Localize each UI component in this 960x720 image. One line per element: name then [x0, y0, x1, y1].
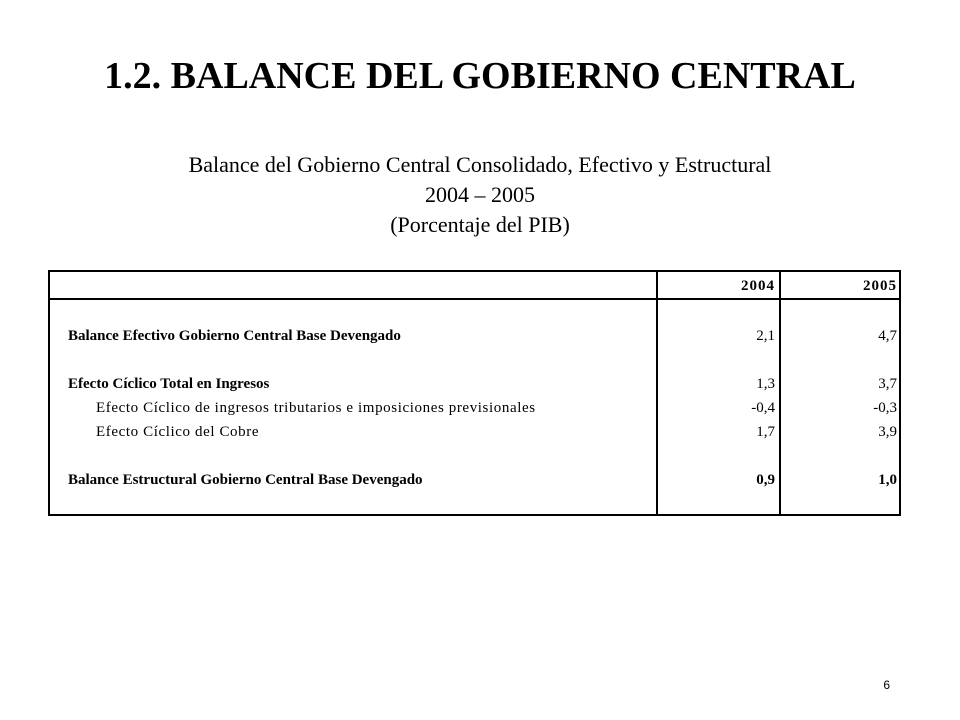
table-caption: [0, 150, 960, 240]
row-label: Balance Estructural Gobierno Central Base Devengado: [68, 472, 423, 488]
row-label: Efecto Cíclico del Cobre: [96, 424, 260, 440]
table-row: [50, 468, 899, 492]
value-2005: 4,7: [878, 328, 897, 344]
column-header-2004: 2004: [741, 278, 775, 294]
table-row: [50, 396, 899, 420]
row-label: Efecto Cíclico de ingresos tributarios e imposiciones previsionales: [96, 400, 536, 416]
value-2005: 3,9: [878, 424, 897, 440]
value-2004: 0,9: [756, 472, 775, 488]
value-2005: 1,0: [878, 472, 897, 488]
table-row: [50, 372, 899, 396]
row-label: Efecto Cíclico Total en Ingresos: [68, 376, 270, 392]
caption-line-period: 2004 – 2005: [425, 182, 535, 207]
value-2004: -0,4: [751, 400, 775, 416]
value-2004: 1,7: [756, 424, 775, 440]
balance-table: [48, 270, 901, 516]
header-divider: [50, 298, 899, 300]
table-row: [50, 420, 899, 444]
page-title: 1.2. BALANCE DEL GOBIERNO CENTRAL: [104, 55, 856, 97]
value-2004: 1,3: [756, 376, 775, 392]
table-row: [50, 324, 899, 348]
column-header-2005: 2005: [863, 278, 897, 294]
caption-line-unit: (Porcentaje del PIB): [390, 212, 570, 237]
value-2005: -0,3: [873, 400, 897, 416]
value-2004: 2,1: [756, 328, 775, 344]
caption-line-title: Balance del Gobierno Central Consolidado, Efectivo y Estructural: [188, 152, 772, 177]
value-2005: 3,7: [878, 376, 897, 392]
row-label: Balance Efectivo Gobierno Central Base Devengado: [68, 328, 401, 344]
page-number: 6: [883, 678, 890, 692]
